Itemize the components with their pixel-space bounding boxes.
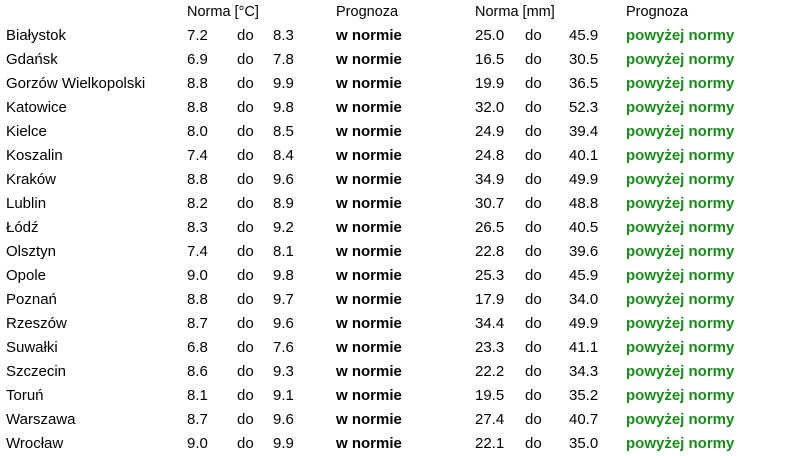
precip-range-separator: do bbox=[525, 363, 542, 380]
temp-range-separator: do bbox=[237, 123, 254, 140]
precip-norm-min: 16.5 bbox=[475, 51, 505, 68]
temp-forecast: w normie bbox=[336, 339, 402, 356]
table-row bbox=[0, 240, 800, 264]
table-row bbox=[0, 336, 800, 360]
precip-norm-max: 39.4 bbox=[569, 123, 599, 140]
precip-norm-min: 24.9 bbox=[475, 123, 505, 140]
table-row bbox=[0, 408, 800, 432]
temp-norm-min: 8.8 bbox=[187, 99, 208, 116]
precip-forecast: powyżej normy bbox=[626, 435, 735, 452]
precip-range-separator: do bbox=[525, 27, 542, 44]
temp-norm-min: 8.0 bbox=[187, 123, 208, 140]
precip-norm-max: 52.3 bbox=[569, 99, 599, 116]
temp-norm-max: 9.7 bbox=[273, 291, 294, 308]
header-precip-norm: Norma [mm] bbox=[475, 4, 555, 20]
precip-forecast: powyżej normy bbox=[626, 411, 735, 428]
precip-range-separator: do bbox=[525, 291, 542, 308]
table-row bbox=[0, 144, 800, 168]
precip-norm-min: 27.4 bbox=[475, 411, 505, 428]
temp-norm-min: 6.8 bbox=[187, 339, 208, 356]
city-name: Gorzów Wielkopolski bbox=[6, 75, 146, 92]
temp-forecast: w normie bbox=[336, 435, 402, 452]
precip-forecast: powyżej normy bbox=[626, 51, 735, 68]
precip-norm-max: 34.3 bbox=[569, 363, 599, 380]
temp-norm-min: 8.3 bbox=[187, 219, 208, 236]
temp-forecast: w normie bbox=[336, 387, 402, 404]
temp-range-separator: do bbox=[237, 267, 254, 284]
precip-range-separator: do bbox=[525, 315, 542, 332]
precip-norm-max: 49.9 bbox=[569, 171, 599, 188]
table-row bbox=[0, 384, 800, 408]
city-name: Poznań bbox=[6, 291, 57, 308]
precip-norm-max: 39.6 bbox=[569, 243, 599, 260]
temp-forecast: w normie bbox=[336, 315, 402, 332]
header-temp-forecast: Prognoza bbox=[336, 4, 399, 20]
precip-norm-min: 25.0 bbox=[475, 27, 505, 44]
temp-norm-min: 8.8 bbox=[187, 171, 208, 188]
precip-norm-max: 48.8 bbox=[569, 195, 599, 212]
city-name: Kielce bbox=[6, 123, 47, 140]
precip-forecast: powyżej normy bbox=[626, 171, 735, 188]
precip-range-separator: do bbox=[525, 51, 542, 68]
precip-norm-max: 49.9 bbox=[569, 315, 599, 332]
temp-norm-min: 7.4 bbox=[187, 147, 208, 164]
city-name: Koszalin bbox=[6, 147, 63, 164]
temp-forecast: w normie bbox=[336, 363, 402, 380]
table-row bbox=[0, 192, 800, 216]
temp-norm-max: 8.1 bbox=[273, 243, 294, 260]
precip-norm-min: 22.2 bbox=[475, 363, 505, 380]
temp-forecast: w normie bbox=[336, 27, 402, 44]
temp-range-separator: do bbox=[237, 99, 254, 116]
temp-forecast: w normie bbox=[336, 147, 402, 164]
temp-norm-max: 9.6 bbox=[273, 411, 294, 428]
temp-forecast: w normie bbox=[336, 291, 402, 308]
temp-range-separator: do bbox=[237, 291, 254, 308]
temp-norm-max: 7.6 bbox=[273, 339, 294, 356]
table-row bbox=[0, 24, 800, 48]
temp-range-separator: do bbox=[237, 315, 254, 332]
temp-forecast: w normie bbox=[336, 411, 402, 428]
precip-norm-min: 34.4 bbox=[475, 315, 505, 332]
temp-norm-max: 9.9 bbox=[273, 435, 294, 452]
precip-forecast: powyżej normy bbox=[626, 315, 735, 332]
precip-norm-max: 34.0 bbox=[569, 291, 599, 308]
precip-forecast: powyżej normy bbox=[626, 147, 735, 164]
precip-norm-max: 45.9 bbox=[569, 27, 599, 44]
city-name: Wrocław bbox=[6, 435, 64, 452]
precip-forecast: powyżej normy bbox=[626, 99, 735, 116]
precip-norm-max: 41.1 bbox=[569, 339, 599, 356]
precip-norm-min: 34.9 bbox=[475, 171, 505, 188]
temp-norm-max: 9.8 bbox=[273, 267, 294, 284]
temp-norm-min: 8.1 bbox=[187, 387, 208, 404]
precip-norm-min: 19.9 bbox=[475, 75, 505, 92]
precip-norm-max: 36.5 bbox=[569, 75, 599, 92]
precip-norm-max: 35.0 bbox=[569, 435, 599, 452]
temp-norm-max: 8.3 bbox=[273, 27, 294, 44]
temp-range-separator: do bbox=[237, 243, 254, 260]
temp-forecast: w normie bbox=[336, 51, 402, 68]
header-temp-norm: Norma [°C] bbox=[187, 4, 259, 20]
precip-range-separator: do bbox=[525, 75, 542, 92]
temp-forecast: w normie bbox=[336, 75, 402, 92]
precip-norm-min: 22.8 bbox=[475, 243, 505, 260]
precip-norm-min: 22.1 bbox=[475, 435, 505, 452]
table-row bbox=[0, 264, 800, 288]
city-name: Gdańsk bbox=[6, 51, 58, 68]
temp-norm-max: 9.3 bbox=[273, 363, 294, 380]
precip-range-separator: do bbox=[525, 171, 542, 188]
temp-range-separator: do bbox=[237, 27, 254, 44]
precip-forecast: powyżej normy bbox=[626, 219, 735, 236]
city-name: Szczecin bbox=[6, 363, 67, 380]
temp-range-separator: do bbox=[237, 435, 254, 452]
temp-forecast: w normie bbox=[336, 123, 402, 140]
city-name: Opole bbox=[6, 267, 47, 284]
table-row bbox=[0, 360, 800, 384]
temp-norm-min: 8.6 bbox=[187, 363, 208, 380]
precip-forecast: powyżej normy bbox=[626, 243, 735, 260]
temp-range-separator: do bbox=[237, 363, 254, 380]
temp-norm-min: 8.8 bbox=[187, 291, 208, 308]
precip-norm-min: 17.9 bbox=[475, 291, 505, 308]
temp-norm-max: 9.6 bbox=[273, 171, 294, 188]
precip-norm-max: 40.1 bbox=[569, 147, 599, 164]
temp-norm-min: 8.2 bbox=[187, 195, 208, 212]
precip-norm-min: 26.5 bbox=[475, 219, 505, 236]
precip-range-separator: do bbox=[525, 387, 542, 404]
temp-range-separator: do bbox=[237, 411, 254, 428]
temp-norm-max: 9.6 bbox=[273, 315, 294, 332]
header-precip-forecast: Prognoza bbox=[626, 4, 689, 20]
precip-norm-min: 23.3 bbox=[475, 339, 505, 356]
temp-range-separator: do bbox=[237, 219, 254, 236]
temp-forecast: w normie bbox=[336, 219, 402, 236]
table-row bbox=[0, 120, 800, 144]
temp-range-separator: do bbox=[237, 75, 254, 92]
precip-forecast: powyżej normy bbox=[626, 27, 735, 44]
city-name: Kraków bbox=[6, 171, 57, 188]
temp-range-separator: do bbox=[237, 147, 254, 164]
temp-norm-max: 9.1 bbox=[273, 387, 294, 404]
temp-norm-min: 8.7 bbox=[187, 411, 208, 428]
temp-norm-max: 9.9 bbox=[273, 75, 294, 92]
table-row bbox=[0, 216, 800, 240]
precip-range-separator: do bbox=[525, 435, 542, 452]
city-name: Łódź bbox=[6, 219, 39, 236]
precip-range-separator: do bbox=[525, 267, 542, 284]
precip-forecast: powyżej normy bbox=[626, 195, 735, 212]
precip-norm-min: 24.8 bbox=[475, 147, 505, 164]
temp-norm-min: 7.4 bbox=[187, 243, 208, 260]
table-row bbox=[0, 288, 800, 312]
table-row bbox=[0, 72, 800, 96]
precip-forecast: powyżej normy bbox=[626, 387, 735, 404]
temp-range-separator: do bbox=[237, 171, 254, 188]
precip-norm-max: 40.5 bbox=[569, 219, 599, 236]
table-row bbox=[0, 432, 800, 456]
temp-norm-min: 8.7 bbox=[187, 315, 208, 332]
temp-forecast: w normie bbox=[336, 267, 402, 284]
temp-range-separator: do bbox=[237, 195, 254, 212]
city-name: Katowice bbox=[6, 99, 67, 116]
temp-forecast: w normie bbox=[336, 195, 402, 212]
temp-norm-max: 8.5 bbox=[273, 123, 294, 140]
temp-forecast: w normie bbox=[336, 171, 402, 188]
temp-norm-min: 6.9 bbox=[187, 51, 208, 68]
precip-range-separator: do bbox=[525, 339, 542, 356]
city-name: Suwałki bbox=[6, 339, 58, 356]
temp-norm-max: 9.8 bbox=[273, 99, 294, 116]
table-row bbox=[0, 96, 800, 120]
temp-norm-min: 9.0 bbox=[187, 435, 208, 452]
precip-forecast: powyżej normy bbox=[626, 339, 735, 356]
precip-range-separator: do bbox=[525, 243, 542, 260]
temp-forecast: w normie bbox=[336, 243, 402, 260]
temp-norm-max: 8.4 bbox=[273, 147, 294, 164]
temp-range-separator: do bbox=[237, 387, 254, 404]
precip-forecast: powyżej normy bbox=[626, 75, 735, 92]
table-header bbox=[0, 0, 800, 24]
table-row bbox=[0, 48, 800, 72]
city-name: Rzeszów bbox=[6, 315, 67, 332]
precip-norm-min: 32.0 bbox=[475, 99, 505, 116]
temp-norm-max: 8.9 bbox=[273, 195, 294, 212]
city-name: Warszawa bbox=[6, 411, 76, 428]
city-name: Lublin bbox=[6, 195, 47, 212]
precip-norm-max: 40.7 bbox=[569, 411, 599, 428]
precip-range-separator: do bbox=[525, 411, 542, 428]
precip-forecast: powyżej normy bbox=[626, 267, 735, 284]
precip-range-separator: do bbox=[525, 99, 542, 116]
temp-norm-min: 8.8 bbox=[187, 75, 208, 92]
precip-range-separator: do bbox=[525, 219, 542, 236]
temp-forecast: w normie bbox=[336, 99, 402, 116]
precip-norm-max: 30.5 bbox=[569, 51, 599, 68]
precip-norm-min: 25.3 bbox=[475, 267, 505, 284]
precip-norm-max: 35.2 bbox=[569, 387, 599, 404]
temp-range-separator: do bbox=[237, 51, 254, 68]
temp-norm-min: 7.2 bbox=[187, 27, 208, 44]
city-name: Białystok bbox=[6, 27, 67, 44]
city-name: Toruń bbox=[6, 387, 44, 404]
precip-range-separator: do bbox=[525, 147, 542, 164]
precip-norm-min: 19.5 bbox=[475, 387, 505, 404]
table-row bbox=[0, 168, 800, 192]
precip-forecast: powyżej normy bbox=[626, 291, 735, 308]
temp-range-separator: do bbox=[237, 339, 254, 356]
precip-range-separator: do bbox=[525, 195, 542, 212]
temp-norm-max: 7.8 bbox=[273, 51, 294, 68]
precip-norm-min: 30.7 bbox=[475, 195, 505, 212]
table-row bbox=[0, 312, 800, 336]
temp-norm-min: 9.0 bbox=[187, 267, 208, 284]
precip-norm-max: 45.9 bbox=[569, 267, 599, 284]
city-name: Olsztyn bbox=[6, 243, 57, 260]
precip-range-separator: do bbox=[525, 123, 542, 140]
temp-norm-max: 9.2 bbox=[273, 219, 294, 236]
precip-forecast: powyżej normy bbox=[626, 363, 735, 380]
precip-forecast: powyżej normy bbox=[626, 123, 735, 140]
